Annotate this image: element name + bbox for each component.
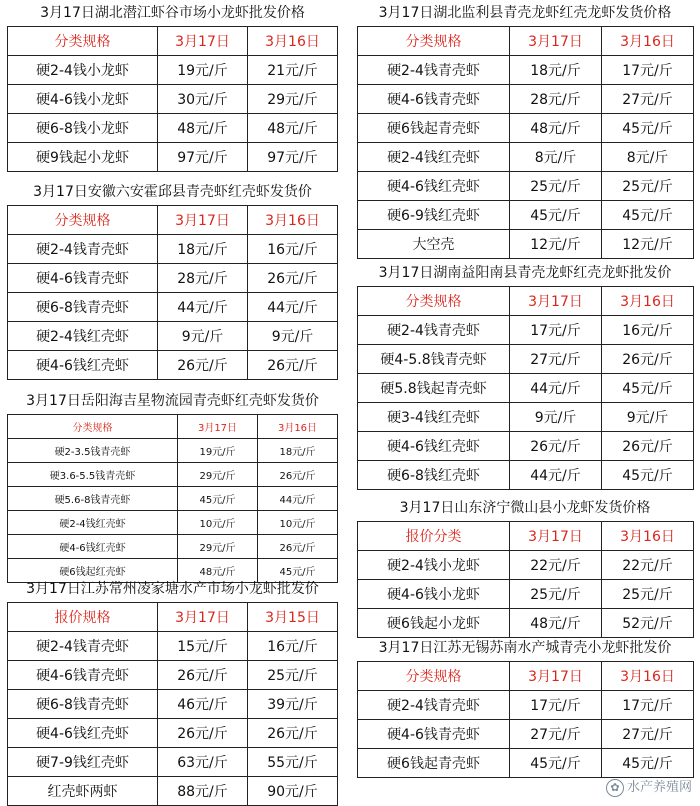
table-row	[358, 609, 694, 638]
price-cell: 18元/斤	[158, 235, 248, 264]
table-header-row	[358, 522, 694, 551]
price-cell: 44元/斤	[258, 487, 338, 511]
table-title: 3月17日山东济宁微山县小龙虾发货价格	[399, 500, 651, 516]
price-cell: 12元/斤	[510, 230, 602, 259]
spec-cell: 硬6-8钱小龙虾	[8, 114, 158, 143]
price-table	[7, 414, 338, 583]
spec-cell: 硬6钱起青壳虾	[358, 749, 510, 778]
table-row	[8, 56, 338, 85]
table-row	[8, 559, 338, 583]
price-cell: 26元/斤	[158, 661, 248, 690]
table-row	[8, 322, 338, 351]
table-row	[8, 85, 338, 114]
price-cell: 9元/斤	[248, 322, 338, 351]
price-cell: 28元/斤	[510, 85, 602, 114]
price-cell: 44元/斤	[248, 293, 338, 322]
price-cell: 22元/斤	[510, 551, 602, 580]
price-cell: 48元/斤	[248, 114, 338, 143]
column-header: 3月16日	[248, 206, 338, 235]
table-row	[358, 720, 694, 749]
table-row	[358, 201, 694, 230]
table-title: 3月17日江苏常州凌家塘水产市场小龙虾批发价	[26, 581, 319, 597]
spec-cell: 硬4-6钱红壳虾	[358, 172, 510, 201]
spec-cell: 硬2-4钱小龙虾	[358, 551, 510, 580]
column-header: 3月16日	[258, 415, 338, 439]
spec-cell: 硬3-4钱红壳虾	[358, 403, 510, 432]
table-row	[8, 487, 338, 511]
price-table	[357, 286, 694, 490]
table-row	[8, 351, 338, 380]
price-cell: 48元/斤	[510, 114, 602, 143]
price-cell: 90元/斤	[248, 777, 338, 806]
watermark-text: 水产养殖网	[626, 780, 692, 795]
spec-cell: 硬4-6钱青壳虾	[8, 661, 158, 690]
table-row	[358, 56, 694, 85]
column-header: 3月17日	[158, 206, 248, 235]
table-row	[8, 777, 338, 806]
table-title: 3月17日江苏无锡苏南水产城青壳小龙虾批发价	[378, 640, 672, 656]
price-cell: 19元/斤	[158, 56, 248, 85]
price-cell: 9元/斤	[602, 403, 694, 432]
table-title: 3月17日湖北潜江虾谷市场小龙虾批发价格	[40, 5, 305, 21]
spec-cell: 硬4-6钱青壳虾	[8, 264, 158, 293]
spec-cell: 硬5.8钱起青壳虾	[358, 374, 510, 403]
price-cell: 12元/斤	[602, 230, 694, 259]
price-cell: 97元/斤	[248, 143, 338, 172]
price-cell: 22元/斤	[602, 551, 694, 580]
spec-cell: 硬2-4钱小龙虾	[8, 56, 158, 85]
price-cell: 21元/斤	[248, 56, 338, 85]
watermark	[606, 776, 692, 797]
price-cell: 26元/斤	[248, 351, 338, 380]
price-cell: 18元/斤	[258, 439, 338, 463]
price-table	[7, 205, 338, 380]
table-header-row	[358, 662, 694, 691]
spec-cell: 硬5.6-8钱青壳虾	[8, 487, 178, 511]
column-header: 3月17日	[510, 522, 602, 551]
table-row	[358, 691, 694, 720]
price-cell: 26元/斤	[158, 719, 248, 748]
table-row	[358, 345, 694, 374]
spec-cell: 硬2-3.5钱青壳虾	[8, 439, 178, 463]
spec-cell: 硬2-4钱青壳虾	[8, 632, 158, 661]
price-cell: 63元/斤	[158, 748, 248, 777]
price-cell: 25元/斤	[510, 580, 602, 609]
price-table	[7, 602, 338, 806]
table-title: 3月17日湖南益阳南县青壳龙虾红壳龙虾批发价	[378, 265, 672, 281]
price-cell: 29元/斤	[178, 535, 258, 559]
column-header: 报价分类	[358, 522, 510, 551]
table-title: 3月17日安徽六安霍邱县青壳虾红壳虾发货价	[33, 184, 312, 200]
price-cell: 9元/斤	[510, 403, 602, 432]
price-cell: 18元/斤	[510, 56, 602, 85]
table-row	[358, 374, 694, 403]
price-table	[357, 26, 694, 259]
column-header: 3月16日	[248, 27, 338, 56]
column-header: 3月16日	[602, 662, 694, 691]
price-cell: 45元/斤	[602, 374, 694, 403]
price-cell: 45元/斤	[602, 201, 694, 230]
column-header: 分类规格	[358, 27, 510, 56]
column-header: 分类规格	[8, 27, 158, 56]
table-row	[358, 461, 694, 490]
price-cell: 88元/斤	[158, 777, 248, 806]
price-cell: 44元/斤	[510, 374, 602, 403]
table-header-row	[8, 603, 338, 632]
price-cell: 19元/斤	[178, 439, 258, 463]
price-cell: 45元/斤	[510, 201, 602, 230]
table-row	[358, 172, 694, 201]
price-cell: 16元/斤	[248, 632, 338, 661]
table-row	[358, 551, 694, 580]
spec-cell: 硬4-6钱红壳虾	[8, 719, 158, 748]
column-header: 3月16日	[602, 522, 694, 551]
spec-cell: 硬6-8钱青壳虾	[8, 293, 158, 322]
table-row	[8, 661, 338, 690]
table-row	[8, 264, 338, 293]
price-cell: 48元/斤	[510, 609, 602, 638]
spec-cell: 硬6钱起小龙虾	[358, 609, 510, 638]
spec-cell: 硬6钱起红壳虾	[8, 559, 178, 583]
spec-cell: 硬7-9钱红壳虾	[8, 748, 158, 777]
table-row	[8, 719, 338, 748]
table-row	[8, 632, 338, 661]
table-row	[8, 143, 338, 172]
price-cell: 25元/斤	[248, 661, 338, 690]
wechat-icon: ✿	[606, 779, 624, 797]
price-cell: 45元/斤	[602, 114, 694, 143]
price-cell: 29元/斤	[248, 85, 338, 114]
table-row	[358, 432, 694, 461]
spec-cell: 硬2-4钱红壳虾	[358, 143, 510, 172]
price-cell: 26元/斤	[602, 345, 694, 374]
table-header-row	[358, 287, 694, 316]
spec-cell: 硬4-6钱红壳虾	[358, 432, 510, 461]
price-cell: 52元/斤	[602, 609, 694, 638]
price-table	[357, 661, 694, 778]
spec-cell: 硬4-6钱青壳虾	[358, 720, 510, 749]
spec-cell: 硬4-5.8钱青壳虾	[358, 345, 510, 374]
price-cell: 48元/斤	[158, 114, 248, 143]
spec-cell: 硬2-4钱青壳虾	[358, 691, 510, 720]
price-cell: 26元/斤	[248, 719, 338, 748]
table-row	[358, 316, 694, 345]
price-cell: 27元/斤	[602, 720, 694, 749]
column-header: 分类规格	[8, 415, 178, 439]
spec-cell: 硬2-4钱青壳虾	[8, 235, 158, 264]
price-cell: 26元/斤	[158, 351, 248, 380]
price-cell: 45元/斤	[258, 559, 338, 583]
price-cell: 27元/斤	[510, 345, 602, 374]
price-cell: 25元/斤	[510, 172, 602, 201]
price-cell: 17元/斤	[510, 691, 602, 720]
column-header: 分类规格	[8, 206, 158, 235]
price-table	[7, 26, 338, 172]
table-row	[358, 580, 694, 609]
table-title: 3月17日湖北监利县青壳龙虾红壳龙虾发货价格	[378, 5, 672, 21]
table-row	[8, 463, 338, 487]
price-cell: 29元/斤	[178, 463, 258, 487]
table-row	[358, 114, 694, 143]
price-cell: 44元/斤	[510, 461, 602, 490]
price-cell: 45元/斤	[510, 749, 602, 778]
column-header: 3月17日	[510, 662, 602, 691]
column-header: 3月17日	[158, 27, 248, 56]
table-row	[358, 403, 694, 432]
column-header: 分类规格	[358, 662, 510, 691]
price-cell: 45元/斤	[602, 749, 694, 778]
table-row	[8, 511, 338, 535]
table-row	[8, 293, 338, 322]
table-row	[8, 690, 338, 719]
price-cell: 8元/斤	[510, 143, 602, 172]
spec-cell: 硬2-4钱青壳虾	[358, 56, 510, 85]
spec-cell: 硬2-4钱红壳虾	[8, 322, 158, 351]
price-cell: 97元/斤	[158, 143, 248, 172]
price-cell: 46元/斤	[158, 690, 248, 719]
price-cell: 30元/斤	[158, 85, 248, 114]
column-header: 3月17日	[510, 287, 602, 316]
price-cell: 16元/斤	[248, 235, 338, 264]
spec-cell: 硬4-6钱红壳虾	[8, 351, 158, 380]
table-row	[358, 230, 694, 259]
spec-cell: 大空壳	[358, 230, 510, 259]
price-cell: 26元/斤	[248, 264, 338, 293]
column-header: 3月17日	[510, 27, 602, 56]
table-row	[8, 748, 338, 777]
spec-cell: 硬6-8钱青壳虾	[8, 690, 158, 719]
spec-cell: 硬6钱起青壳虾	[358, 114, 510, 143]
price-cell: 55元/斤	[248, 748, 338, 777]
spec-cell: 硬4-6钱小龙虾	[358, 580, 510, 609]
price-cell: 45元/斤	[178, 487, 258, 511]
price-cell: 15元/斤	[158, 632, 248, 661]
spec-cell: 硬9钱起小龙虾	[8, 143, 158, 172]
spec-cell: 硬6-8钱红壳虾	[358, 461, 510, 490]
price-cell: 26元/斤	[602, 432, 694, 461]
table-header-row	[8, 415, 338, 439]
spec-cell: 硬4-6钱红壳虾	[8, 535, 178, 559]
price-cell: 17元/斤	[602, 56, 694, 85]
table-row	[8, 535, 338, 559]
price-cell: 10元/斤	[178, 511, 258, 535]
spec-cell: 红壳虾两虾	[8, 777, 158, 806]
column-header: 3月16日	[602, 287, 694, 316]
table-header-row	[8, 206, 338, 235]
price-cell: 16元/斤	[602, 316, 694, 345]
price-cell: 26元/斤	[258, 463, 338, 487]
spec-cell: 硬4-6钱青壳虾	[358, 85, 510, 114]
spec-cell: 硬6-9钱红壳虾	[358, 201, 510, 230]
price-cell: 10元/斤	[258, 511, 338, 535]
table-row	[8, 439, 338, 463]
price-cell: 25元/斤	[602, 172, 694, 201]
price-cell: 45元/斤	[602, 461, 694, 490]
table-row	[358, 143, 694, 172]
column-header: 分类规格	[358, 287, 510, 316]
price-cell: 8元/斤	[602, 143, 694, 172]
table-row	[8, 235, 338, 264]
column-header: 3月17日	[178, 415, 258, 439]
column-header: 报价规格	[8, 603, 158, 632]
column-header: 3月15日	[248, 603, 338, 632]
table-header-row	[358, 27, 694, 56]
table-header-row	[8, 27, 338, 56]
price-cell: 17元/斤	[602, 691, 694, 720]
spec-cell: 硬2-4钱红壳虾	[8, 511, 178, 535]
column-header: 3月16日	[602, 27, 694, 56]
table-title: 3月17日岳阳海吉星物流园青壳虾红壳虾发货价	[26, 393, 319, 409]
price-cell: 39元/斤	[248, 690, 338, 719]
spec-cell: 硬3.6-5.5钱青壳虾	[8, 463, 178, 487]
price-table	[357, 521, 694, 638]
price-cell: 28元/斤	[158, 264, 248, 293]
price-cell: 26元/斤	[258, 535, 338, 559]
price-cell: 25元/斤	[602, 580, 694, 609]
price-cell: 27元/斤	[602, 85, 694, 114]
price-cell: 26元/斤	[510, 432, 602, 461]
table-row	[358, 85, 694, 114]
spec-cell: 硬4-6钱小龙虾	[8, 85, 158, 114]
column-header: 3月17日	[158, 603, 248, 632]
price-cell: 17元/斤	[510, 316, 602, 345]
table-row	[8, 114, 338, 143]
price-cell: 48元/斤	[178, 559, 258, 583]
price-cell: 9元/斤	[158, 322, 248, 351]
spec-cell: 硬2-4钱青壳虾	[358, 316, 510, 345]
price-cell: 27元/斤	[510, 720, 602, 749]
table-row	[358, 749, 694, 778]
price-cell: 44元/斤	[158, 293, 248, 322]
